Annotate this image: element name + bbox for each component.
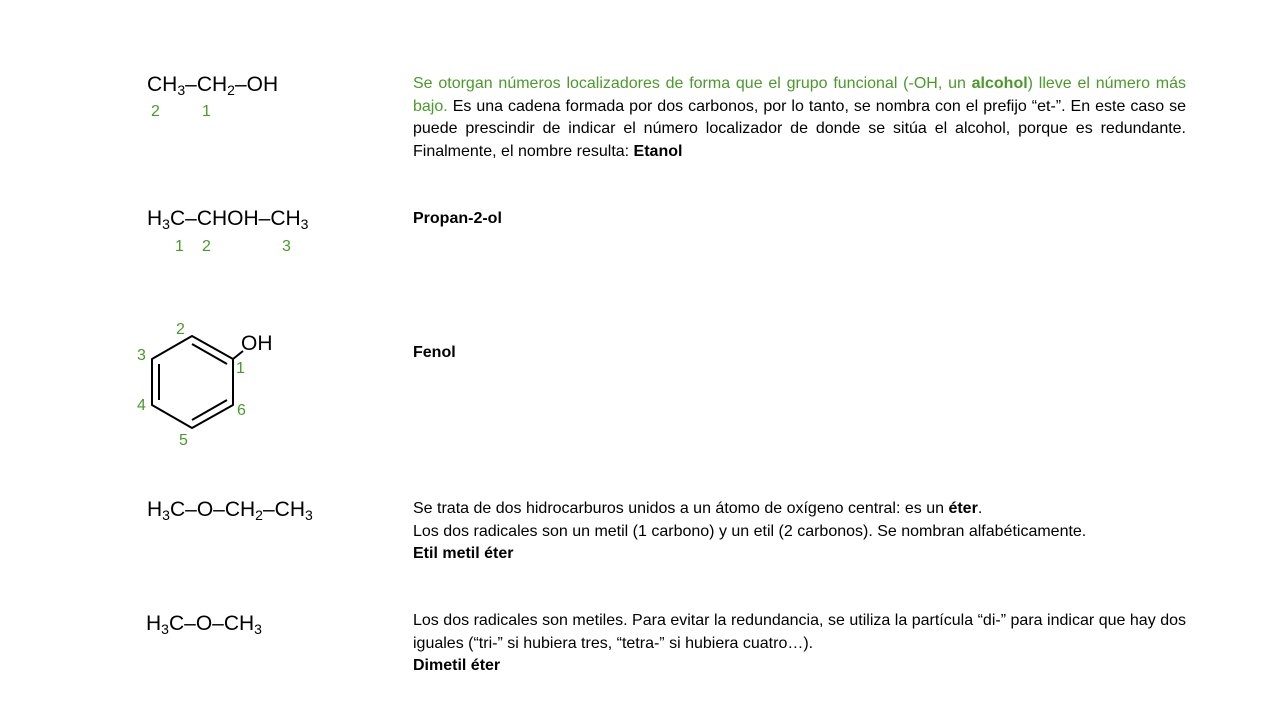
ethyl-methyl-ether-name: Etil metil éter — [413, 545, 514, 562]
ethanol-locator-2: 2 — [151, 103, 160, 120]
ethanol-description: Se otorgan números localizadores de forma que el grupo funcional (-OH, un alcohol) lleve el número más bajo. Es una cadena formada por dos carbonos, por lo tanto, se nombra con el prefijo “et-”. En este caso se puede prescindir de indicar el número localizador de donde se sitúa el alcohol, porque es redundante. Finalmente, el nombre resulta: Etanol — [413, 75, 1186, 160]
propanol-name: Propan-2-ol — [413, 210, 502, 227]
ethanol-formula: $CH_3-CH_2-OH$ — [147, 73, 279, 98]
phenol-locator-2: 2 — [176, 321, 185, 338]
phenol-name: Fenol — [413, 344, 456, 361]
phenol-locator-5: 5 — [179, 432, 188, 449]
ethanol-name: Etanol — [633, 142, 683, 160]
phenol-locator-1: 1 — [236, 360, 245, 377]
ethyl-methyl-ether-description: Se trata de dos hidrocarburos unidos a un átomo de oxígeno central: es un éter. Los dos radicales son un metil (1 carbono) y un etil (2 carbonos). Se nombran alfabéticamente. Etil metil éter — [413, 498, 1186, 566]
phenol-locator-6: 6 — [237, 402, 246, 419]
propanol-locator-1: 1 — [175, 238, 184, 255]
phenol-locator-4: 4 — [137, 397, 146, 414]
propanol-locator-2: 2 — [202, 238, 211, 255]
dimethyl-ether-formula: $H_3C-O-CH_3$ — [146, 612, 262, 637]
dimethyl-ether-description: Los dos radicales son metiles. Para evitar la redundancia, se utiliza la partícula “di-” para indicar que hay dos iguales (“tri-” si hubiera tres, “tetra-” si hubiera cuatro…). Dimetil éter — [413, 610, 1186, 678]
phenol-oh-label: OH — [241, 332, 273, 355]
ethyl-methyl-ether-formula: $H_3C-O-CH_2-CH_3$ — [147, 498, 313, 523]
propanol-locator-3: 3 — [282, 238, 291, 255]
phenol-locator-3: 3 — [137, 347, 146, 364]
propanol-formula: $H_3C-CHOH-CH_3$ — [147, 207, 309, 232]
dimethyl-ether-name: Dimetil éter — [413, 657, 501, 674]
ethanol-locator-1: 1 — [202, 103, 211, 120]
